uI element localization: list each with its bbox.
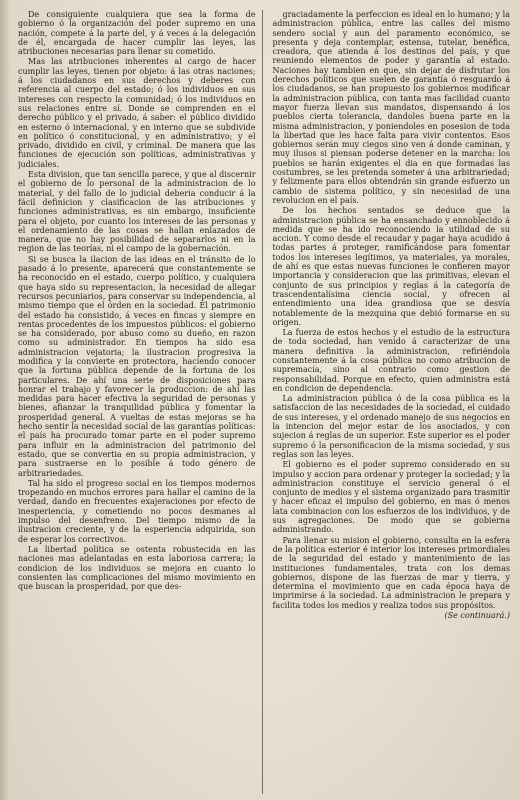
- column-rule: [262, 10, 267, 794]
- right-column: [272, 10, 510, 794]
- paragraph: graciadamente la perfeccion es ideal en lo humano; y la administracion pública, entre las calles del mismo sendero social y aun del paramento económico, se presenta y deja contemplar, estensa, tutelar, benéfica, creadora, que atienda á los destinos del país, y que reuniendo elementos de poder y garantía al estado. Naciones hay tambien en que, sin dejar de disfrutar los derechos políticos que suelen de garantía ó resguardo á los ciudadanos, se han propuesto los gobiernos modificar la administracion pública, con tanta mas facilidad cuanto mayor fuerza llevan sus mandatos, dispensando á los pueblos cierta tolerancia, dandoles buena parte en la misma administracion, y poniendoles en posesion de toda la libertad que les hace falta para vivir contentos. Esos gobiernos serán muy ciegos sino ven á donde caminan, y muy ilusos si piensan poderse detener en la marcha: los pueblos se harán exigentes el dia en que formadas las costumbres, se les pretenda someter á una arbitrariedad; y felizmente para ellos obtendrán sin grande esfuerzo un cambio de sistema político, y sin necesidad de una revolucion en el país.: [272, 10, 510, 205]
- paragraph: De consiguiente cualquiera que sea la forma de gobierno ó la organización del poder supremo en una nación, compete á la parte del, y á veces á la delegación de él, encargada de hacer cumplir las leyes, las atribuciones necesarias para llenar su cometido.: [18, 10, 256, 57]
- paragraph: De los hechos sentados se deduce que la administracion pública se ha ensanchado y ennoblecido á medida que se ha ido reconociendo la utilidad de su accion. Y como desde el recaudar y pagar haya acudido á todas partes á proteger, ramificándose para fomentar todos los intereses legítimos, ya materiales, ya morales, de ahí es que estas nuevas funciones le confieren mayor importancia y consideracion que las primitivas, elevan el conjunto de sus principios y reglas á la categoría de trascendentalísima ciencia social, y ofrecen al entendimiento una idea grandiosa que se desvía notablemente de la mezquina que debió formarse en su origen.: [272, 206, 510, 327]
- paragraph: La fuerza de estos hechos y el estudio de la estructura de toda sociedad, han venido á caracterizar de una manera definitiva la administracion, refiriéndola constantemente á la cosa pública no como atribucion de supremacía, sino al contrario como gestion de responsabilidad. Porque en efecto, quien administra está en condicion de dependencia.: [272, 328, 510, 393]
- continuation-note: (Se continuará.): [444, 611, 510, 620]
- paragraph: Si se busca la ilacion de las ideas en el tránsito de lo pasado á lo presente, aparecerá que constantemente se ha reconocido en el estado, cuerpo político, y cualquiera que haya sido su representacion, la necesidad de allegar recursos pecuniarios, para conservar su independencia, al mismo tiempo que el órden en la sociedad. El patrimonio del estado ha consistido, á veces en fincas y siempre en rentas procedentes de los impuestos públicos: el gobierno se ha considerado, por abuso como su dueño, en razon como su administrador. En tiempos ha sido esa administracion vejatoria; la ilustracion progresiva la modifica y la convierte en protectora, haciendo conocer que la fortuna pública depende de la fortuna de los particulares. De ahí una serie de disposiciones para honrar el trabajo y favorecer la produccion: de ahí las medidas para hacer efectiva la seguridad de personas y bienes, afianzar la tranquilidad pública y fomentar la prosperidad general. A vueltas de estas mejoras se ha hecho sentir la necesidad social de las garantías políticas: el país ha procurado tomar parte en el poder supremo para influir en la administracion del patrimonio del estado, que se convertia en su propia administracion, y para sustraerse en lo posible á todo género de arbitrariedades.: [18, 254, 256, 478]
- paragraph: Esta division, que tan sencilla parece, y que al discernir el gobierno de lo personal de la administracion de lo material, y del fallo de lo judicial deberia conducir á la fácil definicion y clasificacion de las atribuciones y funciones administrativas, es sin embargo, insuficiente para el objeto, por cuanto los intereses de las personas y el ordenamiento de las cosas se hallan enlazados de manera, que no hay posibilidad de separarlos ni en la region de las teorías, ni el campo de la gobernación.: [18, 170, 256, 254]
- left-column: [18, 10, 256, 794]
- paragraph: El gobierno es el poder supremo considerado en su impulso y accion para ordenar y proteger la sociedad; y la administracion constituye el servicio general ó el conjunto de medios y el sistema organizado para trasmitir y hacer eficaz el impulso del gobierno, en mas ó menos lata combinacion con los esfuerzos de los individuos, y de sus agregaciones. De modo que se gobierna administrando.: [272, 460, 510, 535]
- paragraph: Tal ha sido el progreso social en los tiempos modernos tropezando en muchos errores para hallar el camino de la verdad, dando en frecuentes exajeraciones por efecto de inesperiencia, y cometiendo no pocos desmanes al impulso del desenfreno. Del tiempo mismo de la ilustracion creciente, y de la esperiencia adquirida, son de esperar los correctivos.: [18, 478, 256, 544]
- paragraph: La administracion pública ó de la cosa pública es la satisfaccion de las necesidades de la sociedad, el cuidado de sus intereses, y el ordenado manejo de sus negocios en la intencion del mejor estar de los asociados, y con sujecion á reglas de un superior. Este superior es el poder supremo ó la personificacion de la misma sociedad, y sus reglas son las leyes.: [272, 394, 510, 459]
- page-binding-edge: [0, 0, 10, 800]
- paragraph: Mas las atribuciones inherentes al cargo de hacer cumplir las leyes, tienen por objeto: á las otras naciones; á los ciudadanos en sus derechos y deberes con referencia al cuerpo del estado; ó los individuos en sus intereses con respecto la comunidad; ó los individuos en sus relaciones entre sí. Donde se comprenden en el derecho público y el privado, á saber: el público dividido en esterno ó internacional, y en interno que se subdivide en político ó constitucional, y en administrativo; y el privado, dividido en civil, y criminal. De manera que las funciones de ejecución son políticas, administrativas y judiciales.: [18, 57, 256, 169]
- text-columns: [18, 10, 510, 794]
- paragraph: La libertad política se ostenta robustecida en las naciones mas adelantadas en esta laboriosa carrera; la condicion de los individuos se mejora en cuanto lo consienten las complicaciones del mismo movimiento en que buscan la prosperidad, por que des-: [18, 544, 256, 592]
- paragraph: Para llenar su mision el gobierno, consulta en la esfera de la política esterior é interior los intereses primordiales de la seguridad del estado y mantenimiento de las instituciones fundamentales, trata con los demas gobiernos, dispone de las fuerzas de mar y tierra, y determina el movimiento que en cada época haya de imprimirse á la sociedad. La administracion le prepara y facilita todos los medios y realiza todos sus propósitos.: [272, 535, 510, 610]
